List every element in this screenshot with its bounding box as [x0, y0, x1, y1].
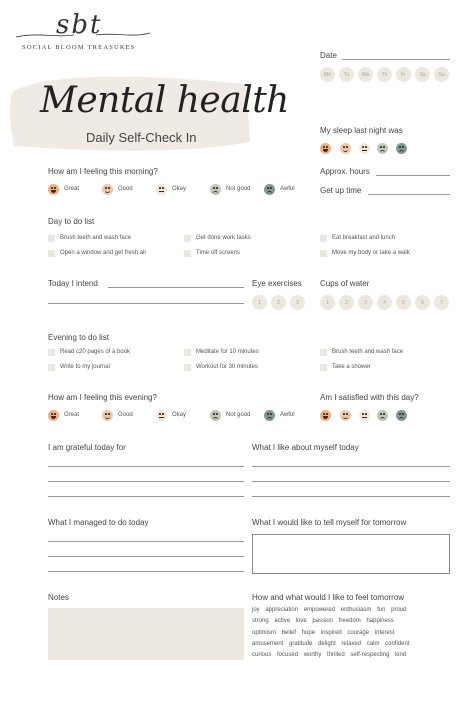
face-awful-icon[interactable]: [396, 410, 407, 421]
emotion-word[interactable]: belief: [281, 629, 297, 636]
mood-label: Great: [64, 186, 80, 192]
brand-name: SOCIAL BLOOM TREASURES: [22, 44, 136, 51]
checkbox[interactable]: [184, 364, 191, 371]
satisfied-label: Am I satisfied with this day?: [320, 393, 419, 402]
emotion-word[interactable]: optimism: [252, 629, 277, 636]
evening-todo-label: Evening to do list: [48, 333, 109, 342]
managed-line[interactable]: [48, 556, 244, 557]
emotion-word[interactable]: love: [295, 618, 307, 625]
checkbox[interactable]: [184, 349, 191, 356]
checkbox[interactable]: [320, 235, 327, 242]
face-okay-icon[interactable]: [156, 410, 167, 421]
face-great-icon[interactable]: [320, 410, 331, 421]
emotion-word[interactable]: gratitude: [289, 640, 313, 647]
eye-exercise-circle[interactable]: 1: [252, 295, 267, 310]
notes-label: Notes: [48, 593, 69, 602]
todo-item-label: Workout for 30 minutes: [196, 364, 258, 370]
face-good-icon[interactable]: [340, 143, 351, 154]
face-good-icon[interactable]: [102, 410, 113, 421]
emotion-word[interactable]: happiness: [366, 618, 394, 625]
face-awful-icon[interactable]: [264, 184, 275, 195]
emotion-word[interactable]: active: [274, 618, 291, 625]
face-great-icon[interactable]: [48, 184, 59, 195]
getup-label: Get up time: [320, 186, 362, 195]
mood-label: Good: [118, 412, 133, 418]
emotion-word[interactable]: courage: [347, 629, 370, 636]
emotion-word[interactable]: empowered: [303, 607, 336, 613]
water-cup-circle[interactable]: 5: [396, 295, 411, 310]
logo-monogram: sbt: [56, 10, 103, 40]
todo-item-label: Get done work tasks: [196, 235, 251, 241]
managed-line[interactable]: [48, 571, 244, 572]
emotion-word[interactable]: passion: [312, 618, 334, 625]
weekday-circle[interactable]: Mo: [320, 67, 335, 82]
like-line[interactable]: [252, 496, 450, 497]
water-cup-circle[interactable]: 4: [377, 295, 392, 310]
water-cup-circle[interactable]: 3: [358, 295, 373, 310]
morning-mood-label: How am I feeling this morning?: [48, 167, 158, 176]
grateful-line[interactable]: [48, 481, 244, 482]
mood-label: Good: [118, 186, 133, 192]
emotion-word[interactable]: hope: [301, 629, 316, 636]
managed-line[interactable]: [48, 541, 244, 542]
checkbox[interactable]: [48, 349, 55, 356]
emotion-word[interactable]: fun: [377, 607, 386, 613]
eye-exercise-circle[interactable]: 2: [271, 295, 286, 310]
face-great-icon[interactable]: [48, 410, 59, 421]
weekday-circle[interactable]: Tu: [339, 67, 354, 82]
face-not-good-icon[interactable]: [210, 410, 221, 421]
emotion-word[interactable]: confident: [385, 640, 410, 647]
todo-item-label: Eat breakfast and lunch: [332, 235, 396, 241]
intend-line[interactable]: [48, 303, 244, 304]
water-cup-circle[interactable]: 2: [339, 295, 354, 310]
emotion-word[interactable]: focused: [277, 652, 299, 659]
like-line[interactable]: [252, 481, 450, 482]
face-okay-icon[interactable]: [359, 143, 370, 154]
face-good-icon[interactable]: [340, 410, 351, 421]
emotion-word[interactable]: appreciation: [265, 607, 299, 613]
checkbox[interactable]: [48, 250, 55, 257]
todo-item-label: Move my body or take a walk: [332, 250, 410, 256]
page-subtitle: Daily Self-Check In: [86, 130, 197, 145]
face-okay-icon[interactable]: [359, 410, 370, 421]
checkbox[interactable]: [48, 235, 55, 242]
emotion-word[interactable]: amusement: [252, 640, 284, 647]
todo-item-label: Meditate for 10 minutes: [196, 349, 259, 355]
face-not-good-icon[interactable]: [210, 184, 221, 195]
emotion-word[interactable]: kind: [395, 652, 407, 659]
checkbox[interactable]: [320, 364, 327, 371]
day-todo-label: Day to do list: [48, 217, 95, 226]
checkbox[interactable]: [320, 250, 327, 257]
grateful-line[interactable]: [48, 466, 244, 467]
grateful-line[interactable]: [48, 496, 244, 497]
emotion-word[interactable]: self-respecting: [350, 652, 390, 659]
todo-item-label: Brush teeth and wash face: [332, 349, 404, 355]
sleep-label: My sleep last night was: [320, 126, 403, 135]
like-line[interactable]: [252, 466, 450, 467]
date-field[interactable]: [342, 59, 450, 60]
feel-label: How and what would I like to feel tomorrow: [252, 593, 405, 602]
todo-item-label: Take a shower: [332, 364, 371, 370]
tomorrow-box[interactable]: [252, 534, 450, 574]
face-awful-icon[interactable]: [264, 410, 275, 421]
getup-field[interactable]: [368, 194, 450, 195]
tomorrow-label: What I would like to tell myself for tomorrow: [252, 518, 407, 527]
checkbox[interactable]: [184, 235, 191, 242]
mood-label: Okay: [172, 412, 187, 418]
hours-label: Approx. hours: [320, 167, 370, 176]
mood-label: Okay: [172, 186, 187, 192]
emotion-word[interactable]: joy: [252, 607, 260, 613]
mood-label: Awful: [280, 186, 295, 192]
water-label: Cups of water: [320, 279, 370, 288]
face-not-good-icon[interactable]: [377, 143, 388, 154]
todo-item-label: Write to my journal: [60, 364, 110, 370]
emotion-word[interactable]: inspired: [320, 629, 342, 636]
water-cup-circle[interactable]: 1: [320, 295, 335, 310]
weekday-circle[interactable]: We: [358, 67, 373, 82]
emotion-word[interactable]: delight: [318, 640, 336, 647]
emotion-word[interactable]: relaxed: [341, 640, 362, 647]
emotion-word[interactable]: freedom: [338, 618, 361, 625]
face-good-icon[interactable]: [102, 184, 113, 195]
intend-label: Today I intend: [48, 279, 98, 288]
face-okay-icon[interactable]: [156, 184, 167, 195]
eye-exercises-label: Eye exercises: [252, 279, 302, 288]
emotion-word[interactable]: strong: [252, 618, 269, 625]
evening-mood-label: How am I feeling this evening?: [48, 393, 157, 402]
weekday-circle[interactable]: Fr: [396, 67, 411, 82]
date-label: Date: [320, 51, 337, 60]
mood-label: Not good: [226, 412, 251, 418]
hours-field[interactable]: [376, 175, 450, 176]
checkbox[interactable]: [184, 250, 191, 257]
emotion-word[interactable]: worthy: [303, 652, 322, 659]
emotion-word[interactable]: curious: [252, 652, 272, 659]
mood-label: Great: [64, 412, 80, 418]
face-awful-icon[interactable]: [396, 143, 407, 154]
todo-item-label: Time off screens: [196, 250, 241, 256]
intend-line[interactable]: [108, 287, 244, 288]
checkbox[interactable]: [320, 349, 327, 356]
emotion-word[interactable]: calm: [366, 640, 380, 647]
face-great-icon[interactable]: [320, 143, 331, 154]
todo-item-label: Brush teeth and wash face: [60, 235, 132, 241]
managed-label: What I managed to do today: [48, 518, 149, 527]
mood-label: Not good: [226, 186, 251, 192]
checkbox[interactable]: [48, 364, 55, 371]
weekday-circle[interactable]: Th: [377, 67, 392, 82]
eye-exercise-circle[interactable]: 3: [290, 295, 305, 310]
face-not-good-icon[interactable]: [377, 410, 388, 421]
mood-label: Awful: [280, 412, 295, 418]
emotion-word[interactable]: thrilled: [327, 652, 345, 659]
weekday-circle[interactable]: Su: [434, 67, 449, 82]
water-cup-circle[interactable]: 6: [415, 295, 430, 310]
weekday-circle[interactable]: Sa: [415, 67, 430, 82]
todo-item-label: Read c20 pages of a book: [60, 349, 131, 355]
emotion-word[interactable]: proud: [391, 607, 407, 613]
notes-box[interactable]: [48, 608, 244, 660]
todo-item-label: Open a window and get fresh air: [60, 250, 147, 256]
grateful-label: I am grateful today for: [48, 443, 126, 452]
page-title: Mental health: [40, 80, 289, 121]
like-label: What I like about myself today: [252, 443, 359, 452]
brand-logo: [14, 12, 154, 62]
emotion-word[interactable]: interest: [374, 629, 395, 636]
emotion-word[interactable]: enthusiasm: [340, 607, 372, 613]
water-cup-circle[interactable]: 7: [434, 295, 449, 310]
emotion-word-list: [252, 605, 444, 661]
